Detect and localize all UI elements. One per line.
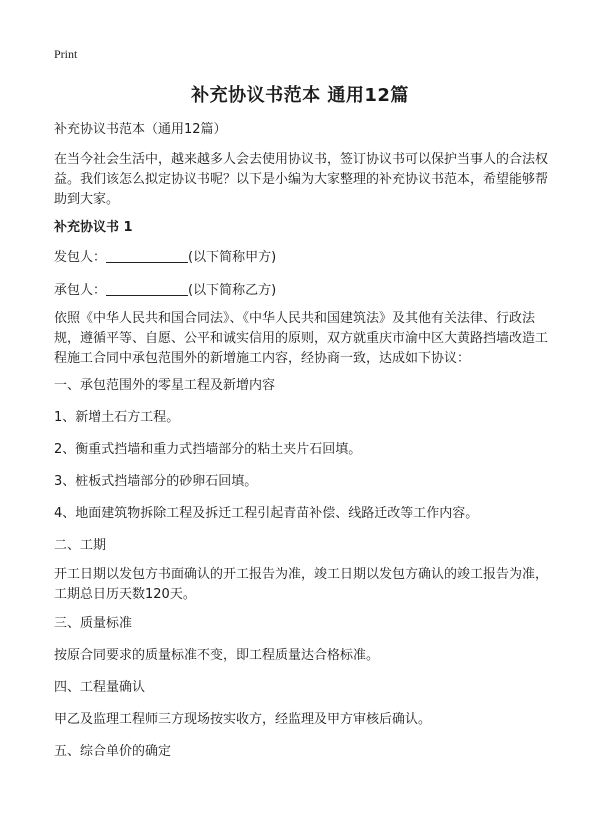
party-b-label: 承包人：	[54, 283, 107, 298]
clause1-item: 2、衡重式挡墙和重力式挡墙部分的粘土夹片石回填。	[54, 442, 362, 457]
party-a-line	[54, 248, 548, 268]
clause5-heading: 五、综合单价的确定	[54, 744, 172, 759]
clause3-heading: 三、质量标准	[54, 616, 133, 631]
clause1-item: 1、新增土石方工程。	[54, 410, 180, 425]
party-b-suffix: (以下简称乙方)	[188, 283, 277, 298]
intro-paragraph: 在当今社会生活中，越来越多人会去使用协议书，签订协议书可以保护当事人的合法权益。我们该怎么拟定协议书呢？以下是小编为大家整理的补充协议书范本，希望能够帮助到大家。	[54, 152, 549, 207]
clause1-heading: 一、承包范围外的零星工程及新增内容	[54, 378, 276, 393]
basis-paragraph: 依照《中华人民共和国合同法》、《中华人民共和国建筑法》及其他有关法律、行政法规，遵循平等、自愿、公平和诚实信用的原则，双方就重庆市渝中区大黄路挡墙改造工程施工合同中承包范围外的新增施工内容，经协商一致，达成如下协议：	[54, 311, 549, 366]
clause1-item: 3、桩板式挡墙部分的砂卵石回填。	[54, 474, 258, 489]
clause4-heading: 四、工程量确认	[54, 680, 146, 695]
clause3-text: 按原合同要求的质量标准不变，即工程质量达合格标准。	[54, 648, 380, 663]
party-b-line	[54, 281, 548, 301]
clause2-heading: 二、工期	[54, 538, 107, 553]
section-heading: 补充协议书 1	[54, 220, 133, 235]
document-title: 补充协议书范本 通用12篇	[191, 85, 409, 106]
print-link[interactable]: Print	[54, 47, 78, 61]
party-b-blank	[106, 281, 188, 296]
party-a-suffix: (以下简称甲方)	[188, 250, 277, 265]
clause2-text: 开工日期以发包方书面确认的开工报告为准，竣工日期以发包方确认的竣工报告为准，工期总日历天数120天。	[54, 567, 549, 602]
document-subtitle: 补充协议书范本（通用12篇）	[54, 122, 227, 137]
party-a-label: 发包人：	[54, 250, 107, 265]
clause1-item: 4、地面建筑物拆除工程及拆迁工程引起青苗补偿、线路迁改等工作内容。	[54, 506, 479, 521]
clause4-text: 甲乙及监理工程师三方现场按实收方，经监理及甲方审核后确认。	[54, 712, 432, 727]
party-a-blank	[106, 248, 188, 263]
